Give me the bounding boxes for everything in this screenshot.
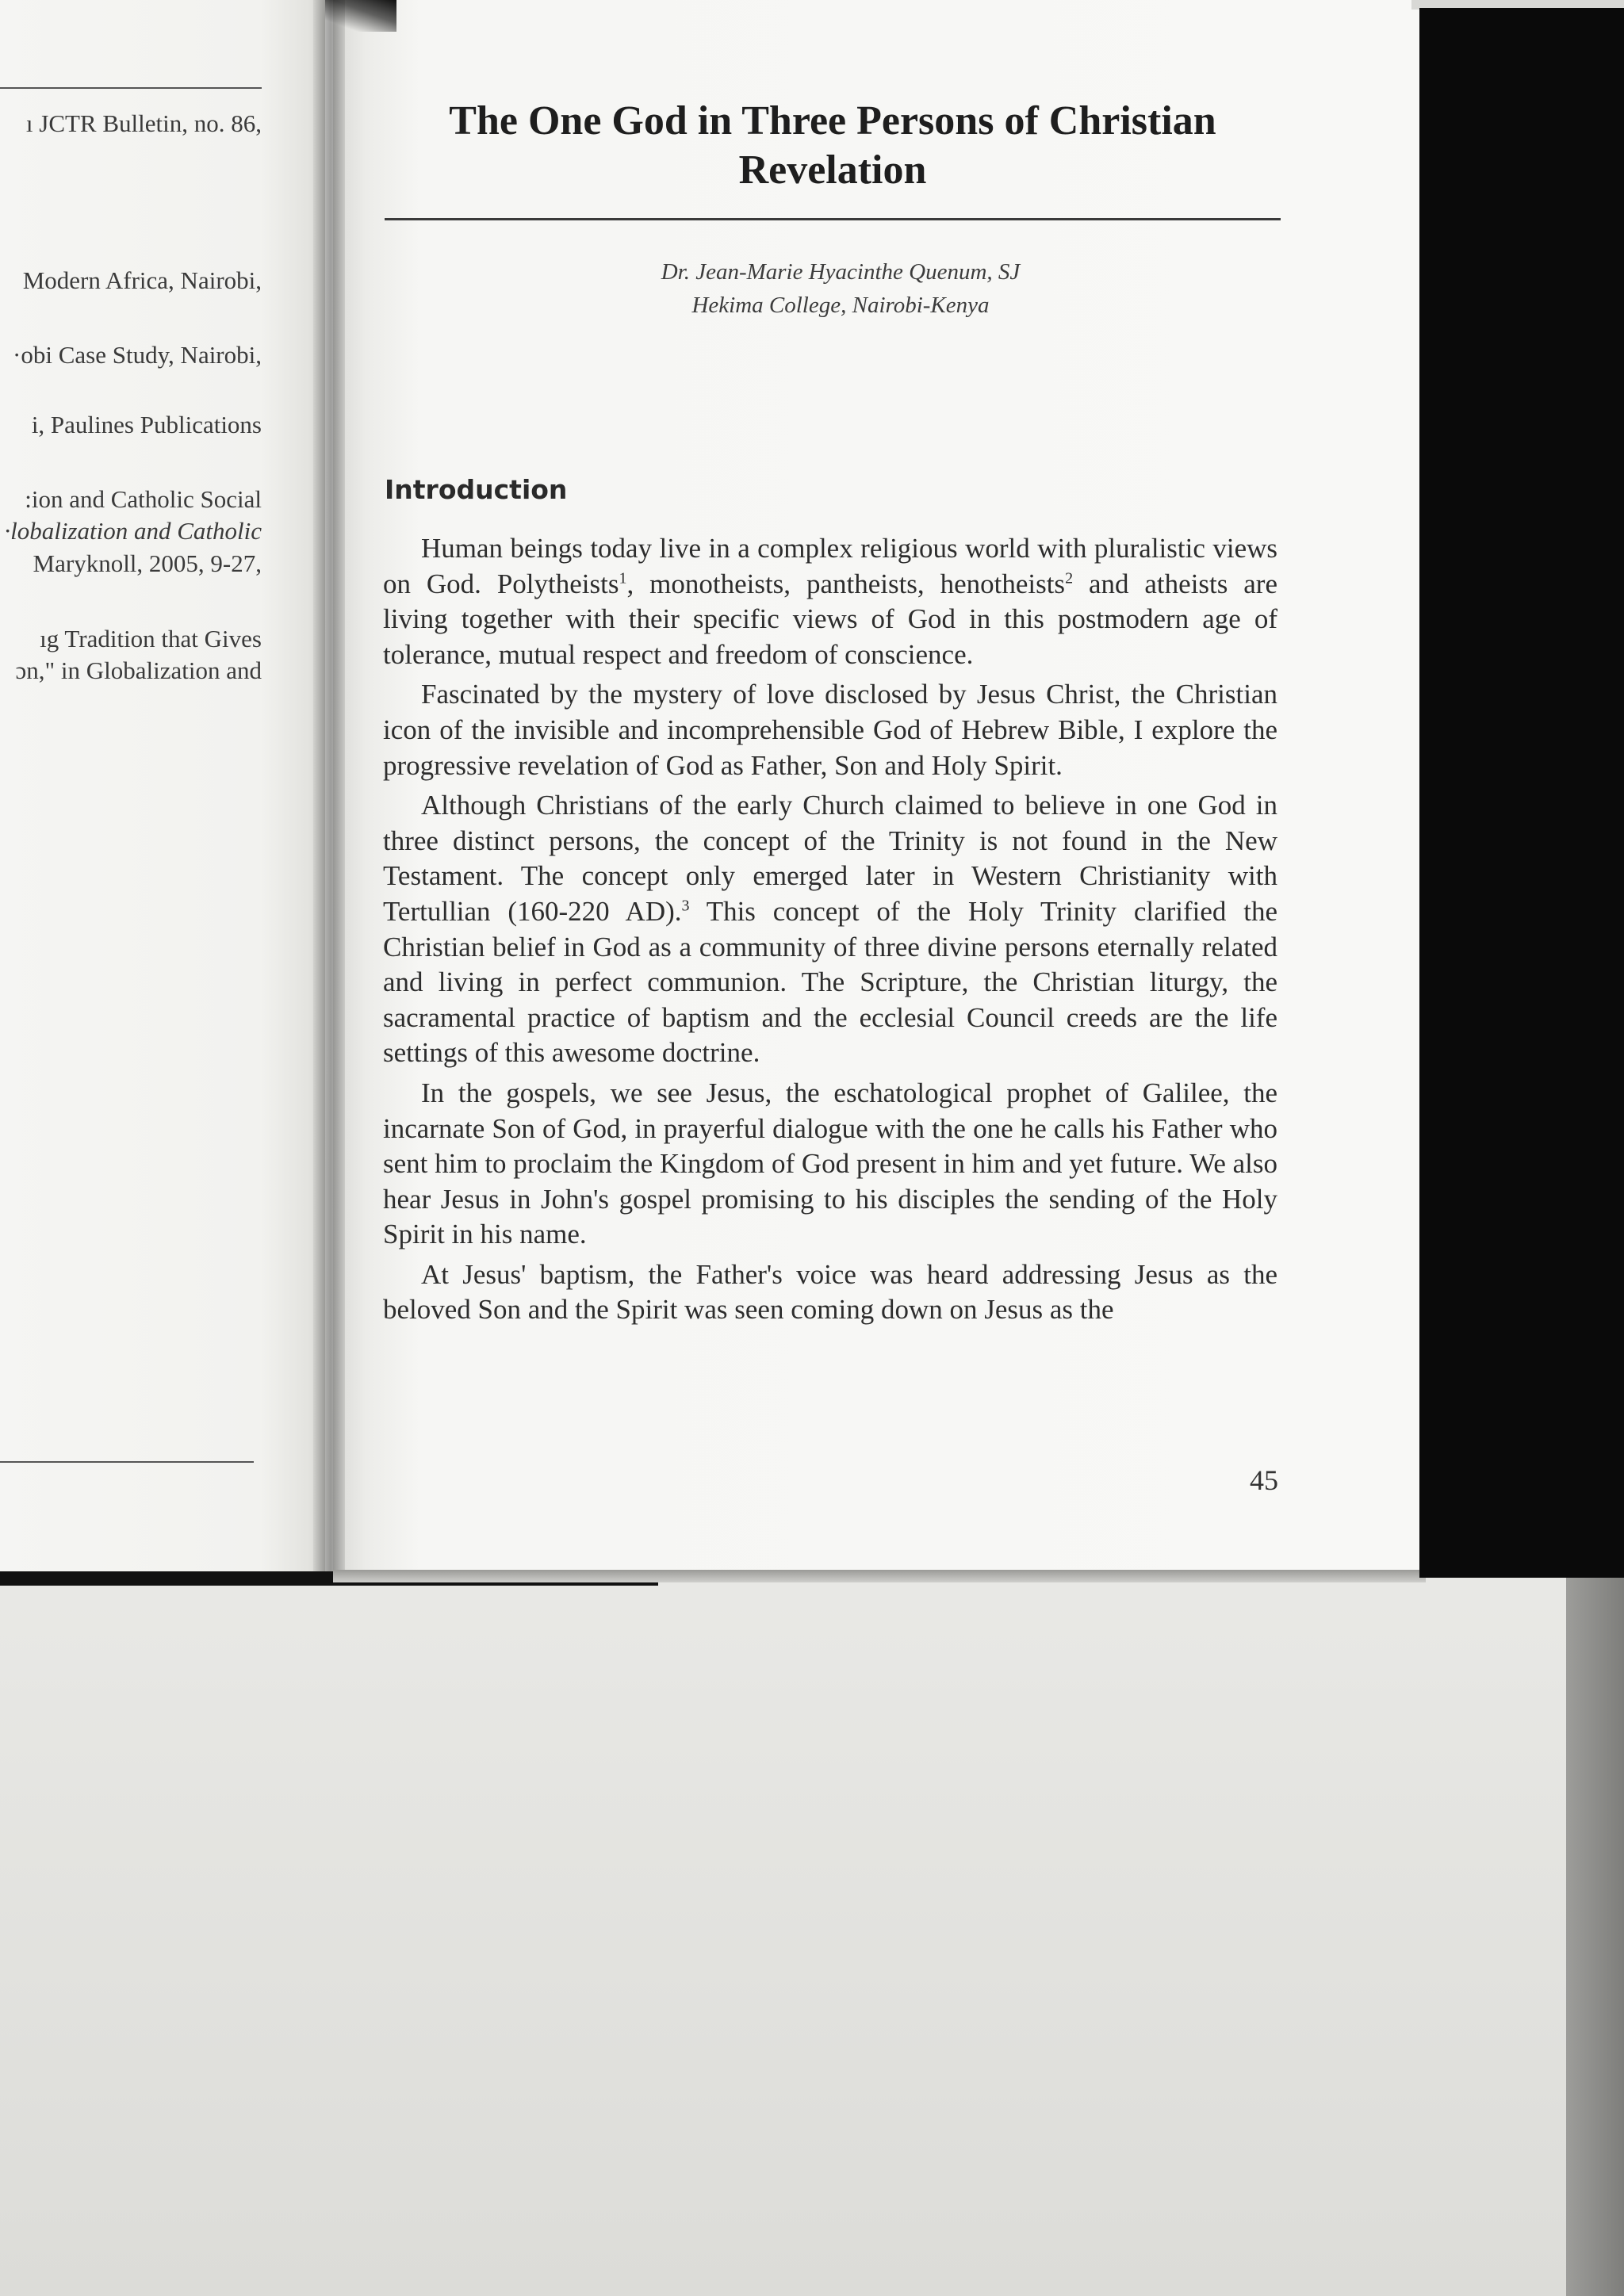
paragraph: At Jesus' baptism, the Father's voice was heard addressing Jesus as the beloved Son and the Spirit was seen coming down on Jesus as the: [383, 1258, 1277, 1326]
paragraph: Fascinated by the mystery of love disclosed by Jesus Christ, the Christian icon of the invisible and incomprehensible God of Hebrew Bible, I explore the progressive revelation of God as Father, Son and Holy Spirit.: [383, 679, 1277, 781]
left-page-line: ɔn," in Globalization and: [15, 656, 262, 684]
scan-border-black: [1419, 8, 1624, 1578]
paragraph: Human beings today live in a complex religious world with pluralistic views on God. Polytheists$^1$, monotheists, pantheists, henotheists$^2$ and atheists are living together with their specific views of God in this postmodern age of tolerance, mutual respect and freedom of conscience.: [383, 533, 1277, 670]
left-page-line: Modern Africa, Nairobi,: [22, 266, 262, 294]
spine-top-shadow: [325, 0, 396, 32]
left-page-line: ıg Tradition that Gives: [40, 625, 262, 652]
footnote-ref[interactable]: 2: [1065, 568, 1074, 587]
author-name: Dr. Jean-Marie Hyacinthe Quenum, SJ: [661, 259, 1021, 285]
left-page-line: ı JCTR Bulletin, no. 86,: [25, 109, 262, 137]
section-heading: Introduction: [385, 474, 568, 505]
right-page-bottom-edge: [333, 1570, 1426, 1582]
article-body: [383, 531, 1277, 1333]
article-title: The One God in Three Persons of Christian Revelation: [449, 98, 1216, 193]
author-affiliation: Hekima College, Nairobi-Kenya: [691, 293, 990, 318]
left-page-line: ·obi Case Study, Nairobi,: [13, 341, 262, 369]
footnote-ref[interactable]: 1: [619, 568, 627, 587]
paragraph: Although Christians of the early Church claimed to believe in one God in three distinct persons, the concept of the Trinity is not found in the New Testament. The concept only emerged later in Western Christianity with Tertullian (160-220 AD).$^3$ This concept of the Holy Trinity clarified the Christian belief in God as a community of three divine persons eternally related and living in perfect communion. The Scripture, the Christian liturgy, the sacramental practice of baptism and the ecclesial Council creeds are the life settings of this awesome doctrine.: [383, 790, 1277, 1069]
book-spine-shadow: [313, 0, 345, 1582]
left-page-line: :ion and Catholic Social: [25, 485, 262, 513]
left-page-bottom-rule: [0, 1461, 254, 1463]
left-page-line: i, Paulines Publications: [31, 411, 262, 438]
footnote-ref[interactable]: 3: [681, 897, 690, 915]
left-page-line: Maryknoll, 2005, 9-27,: [33, 549, 262, 577]
author-block: [476, 255, 1205, 322]
left-page-line: ·lobalization and Catholic: [4, 517, 262, 545]
left-page-top-rule: [0, 87, 262, 89]
page-number: 45: [1250, 1464, 1278, 1496]
title-rule: [385, 218, 1281, 220]
paragraph: In the gospels, we see Jesus, the eschatological prophet of Galilee, the incarnate Son of God, in prayerful dialogue with the one he calls his Father who sent him to proclaim the Kingdom of God present in him and yet future. We also hear Jesus in John's gospel promising to his disciples the sending of the Holy Spirit in his name.: [383, 1077, 1277, 1250]
left-page: [0, 0, 325, 1578]
scan-border-lower: [1566, 1578, 1624, 2296]
